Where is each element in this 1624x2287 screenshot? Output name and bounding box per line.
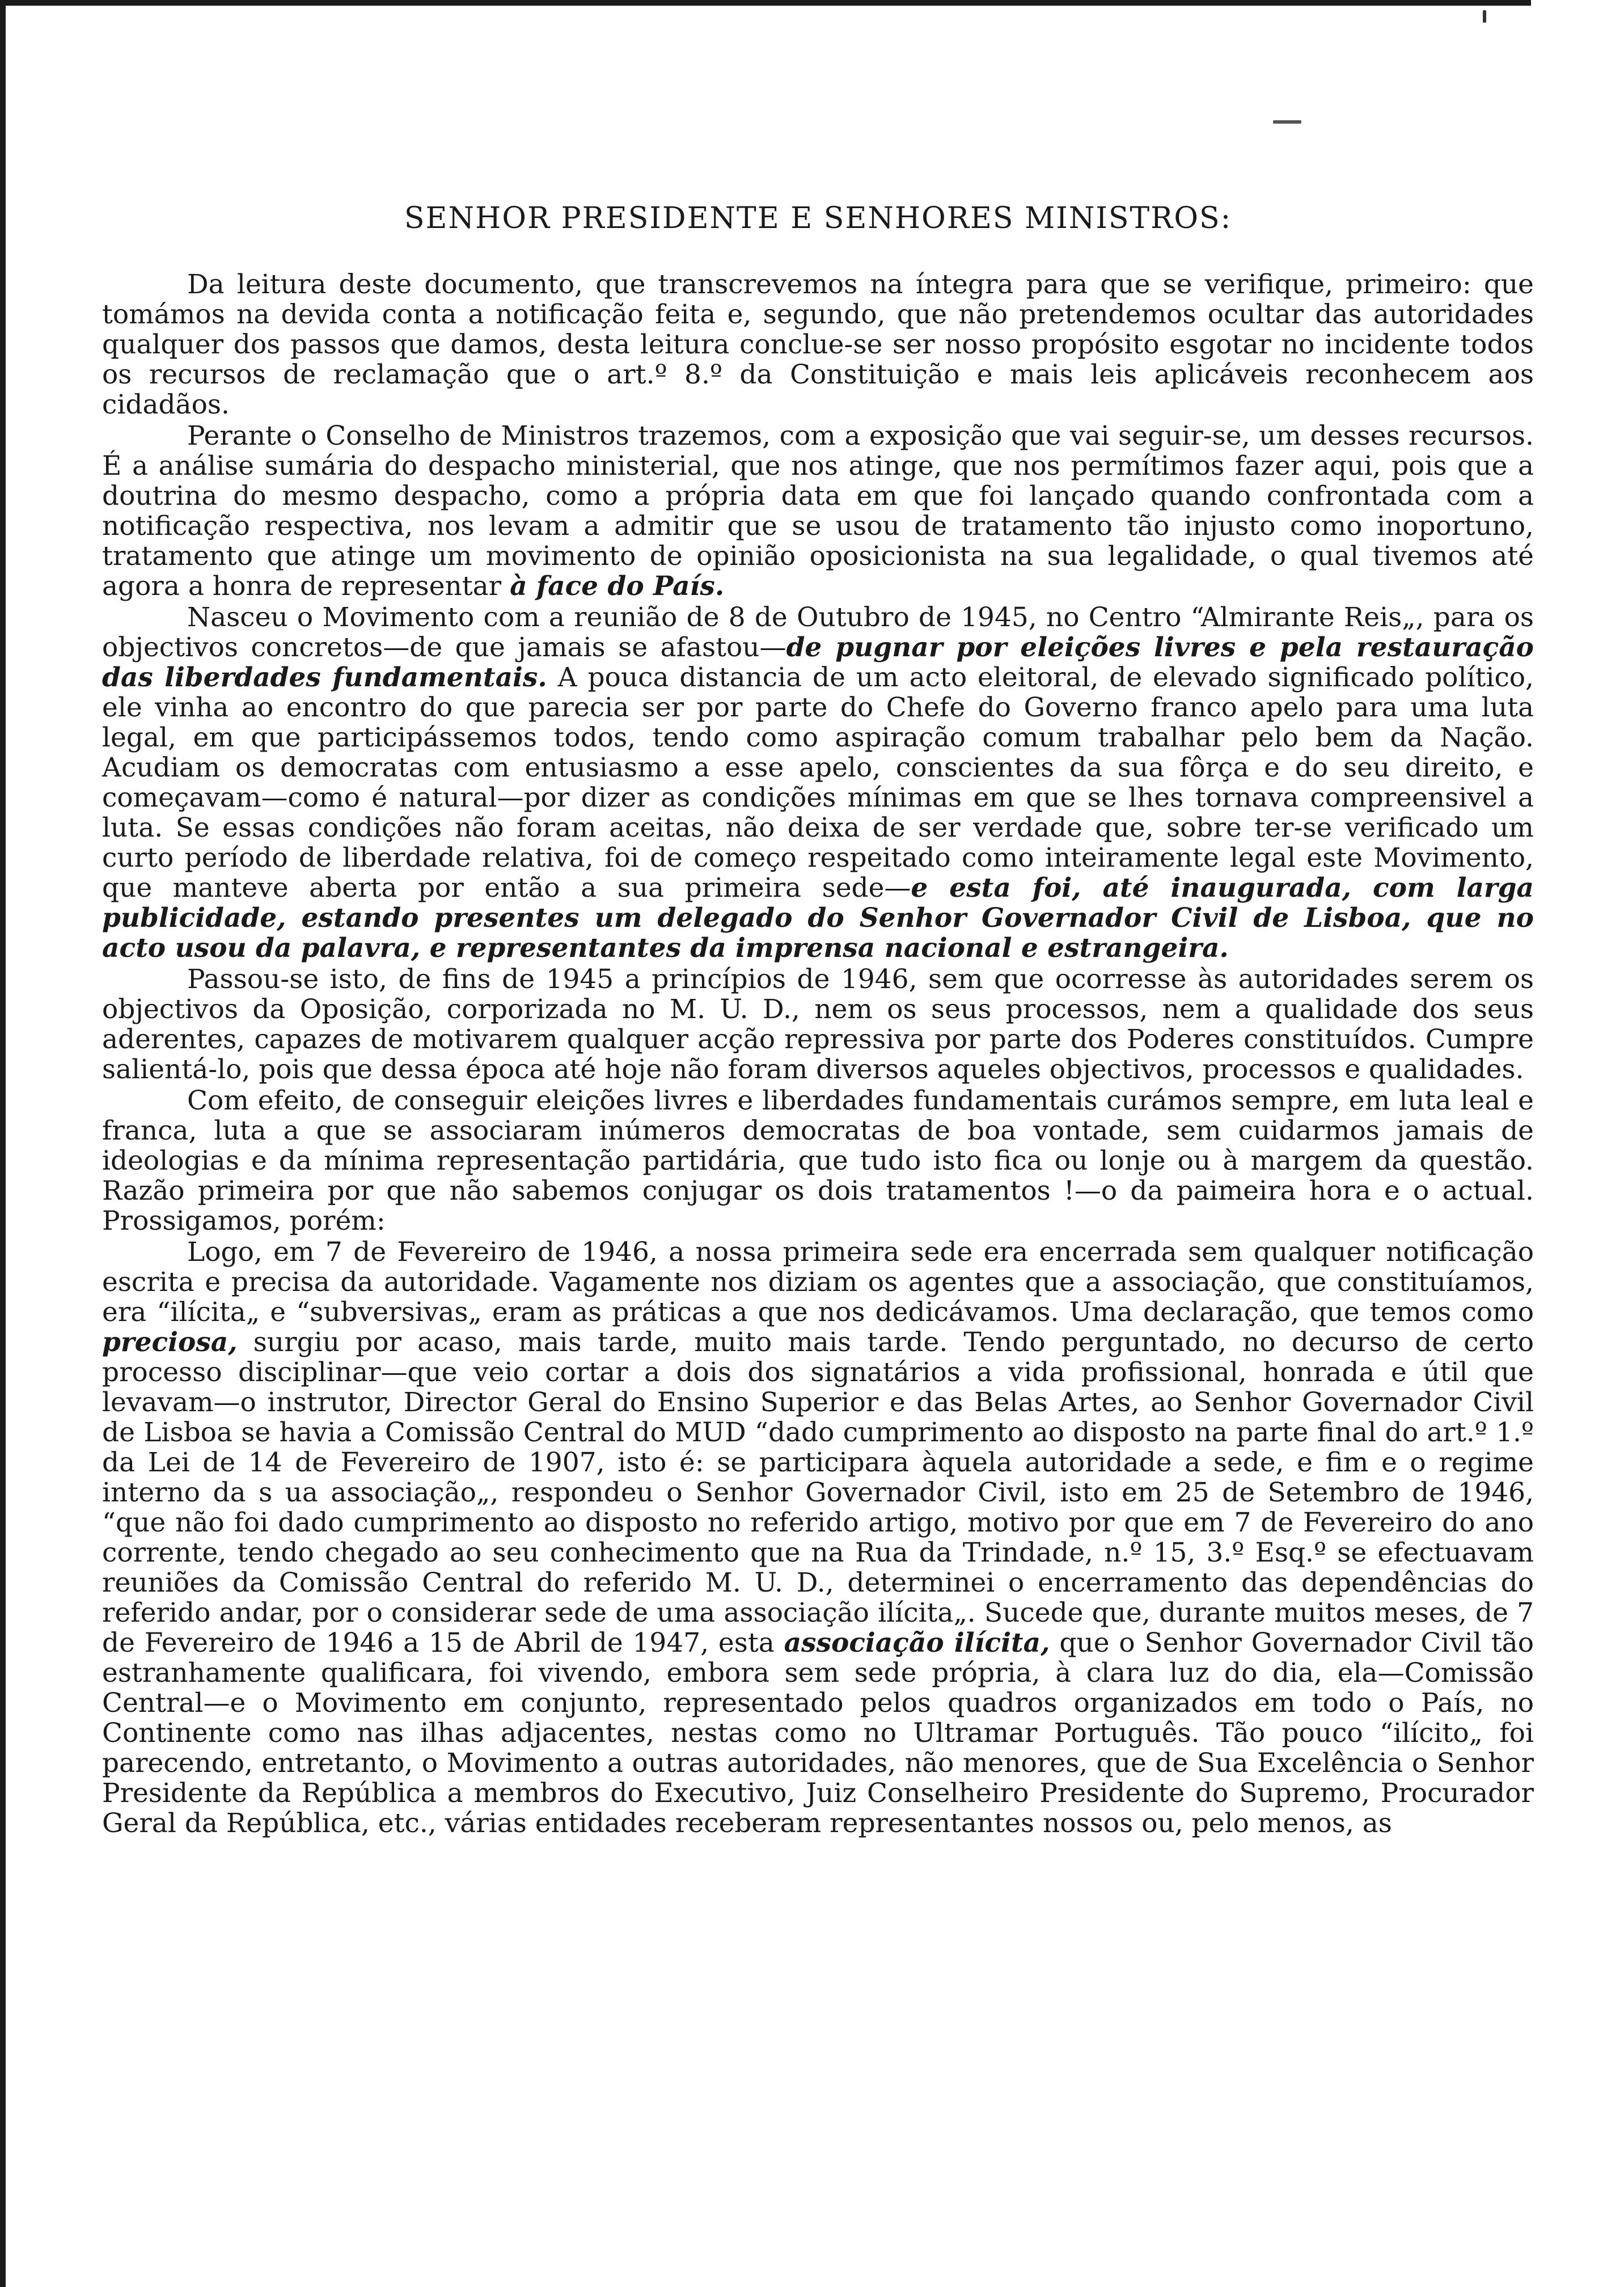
ink-speck <box>1273 120 1301 124</box>
emphasis-text: de pugnar por eleições livres e pela restauração das liberdades fundamentais. <box>102 632 1534 693</box>
paragraph-4 <box>102 964 1534 1085</box>
paragraph-text: Com efeito, de conseguir eleições livres e liberdades fundamentais curámos sempre, em luta leal e franca, luta a que se associaram inúmeros democratas de boa vontade, sem cuidarmos jamais de ideologias e da mínima representação partidária, que tudo isto fica ou lonje ou à margem da questão. Razão primeira por que não sabemos conjugar os dois tratamentos !—o da paimeira hora e o actual. Prossigamos, porém: <box>102 1085 1534 1237</box>
emphasis-text: e esta foi, até inaugurada, com larga publicidade, estando presentes um delegado do Senhor Governador Civil de Lisboa, que no acto usou da palavra, e representantes da imprensa nacional e estrangeira. <box>102 872 1534 964</box>
paragraph-text: Da leitura deste documento, que transcrevemos na íntegra para que se verifique, primeiro: que tomámos na devida conta a notificação feita e, segundo, que não pretendemos ocultar das autoridades qualquer dos passos que damos, desta leitura conclue-se ser nosso propósito esgotar no incidente todos os recursos de reclamação que o art.º 8.º da Constituição e mais leis aplicáveis reconhecem aos cidadãos. <box>102 269 1534 420</box>
paragraph-text: Passou-se isto, de fins de 1945 a princípios de 1946, sem que ocorresse às autoridades serem os objectivos da Oposição, corporizada no M. U. D., nem os seus processos, nem a qualidade dos seus aderentes, capazes de motivarem qualquer acção repressiva por parte dos Poderes constituídos. Cumpre salientá-lo, pois que dessa época até hoje não foram diversos aqueles objectivos, processos e qualidades. <box>102 964 1534 1085</box>
paragraph-6 <box>102 1237 1534 1838</box>
emphasis-text: à face do País. <box>510 571 725 602</box>
paragraph-text: A pouca distancia de um acto eleitoral, de elevado significado político, ele vinha ao encontro do que parecia ser por parte do Chefe do Governo franco apelo para uma luta legal, em que participássemos todos, tendo como aspiração comum trabalhar pelo bem da Nação. Acudiam os democratas com entusiasmo a esse apelo, conscientes da sua fôrça e do seu direito, e começavam—como é natural—por dizer as condições mínimas em que se lhes tornava compreensivel a luta. Se essas condições não foram aceitas, não deixa de ser verdade que, sobre ter-se verificado um curto período de liberdade relativa, foi de começo respeitado como inteiramente legal este Movimento, que manteve aberta por então a sua primeira sede— <box>102 662 1534 904</box>
paragraph-text: que o Senhor Governador Civil tão estranhamente qualificara, foi vivendo, embora sem sede própria, à clara luz do dia, ela—Comissão Central—e o Movimento em conjunto, representado pelos quadros organizados em todo o País, no Continente como nas ilhas adjacentes, nestas como no Ultramar Português. Tão pouco “ilícito„ foi parecendo, entretanto, o Movimento a outras autoridades, não menores, que de Sua Excelência o Senhor Presidente da República a membros do Executivo, Juiz Conselheiro Presidente do Supremo, Procurador Geral da República, etc., várias entidades receberam representantes nossos ou, pelo menos, as <box>102 1627 1534 1839</box>
page-edge-left <box>0 0 6 2287</box>
ink-speck <box>1483 10 1486 23</box>
paragraph-1 <box>102 269 1534 420</box>
paragraph-3 <box>102 602 1534 963</box>
paragraph-5 <box>102 1086 1534 1236</box>
paragraph-text: Logo, em 7 de Fevereiro de 1946, a nossa primeira sede era encerrada sem qualquer notificação escrita e precisa da autoridade. Vagamente nos diziam os agentes que a associação, que constituíamos, era “ilícita„ e “subversivas„ eram as práticas a que nos dedicávamos. Uma declaração, que temos como <box>102 1237 1534 1328</box>
emphasis-text: preciosa, <box>102 1327 238 1358</box>
paragraph-2 <box>102 421 1534 601</box>
paragraph-text: Nasceu o Movimento com a reunião de 8 de Outubro de 1945, no Centro “Almirante Reis„, para os objectivos concretos—de que jamais se afastou— <box>102 602 1534 663</box>
paragraph-text: Perante o Conselho de Ministros trazemos, com a exposição que vai seguir-se, um desses recursos. É a análise sumária do despacho ministerial, que nos atinge, que nos permítimos fazer aqui, pois que a doutrina do mesmo despacho, como a própria data em que foi lançado quando confrontada com a notificação respectiva, nos levam a admitir que se usou de tratamento tão injusto como inoportuno, tratamento que atinge um movimento de opinião oposicionista na sua legalidade, o qual tivemos até agora a honra de representar <box>102 420 1534 602</box>
paragraph-text: surgiu por acaso, mais tarde, muito mais tarde. Tendo perguntado, no decurso de certo processo disciplinar—que veio cortar a dois dos signatários a vida profissional, honrada e útil que levavam—o instrutor, Director Geral do Ensino Superior e das Belas Artes, ao Senhor Governador Civil de Lisboa se havia a Comissão Central do MUD “dado cumprimento ao disposto na parte final do art.º 1.º da Lei de 14 de Fevereiro de 1907, isto é: se participara àquela autoridade a sede, e fim e o regime interno da s ua associação„, respondeu o Senhor Governador Civil, isto em 25 de Setembro de 1946, “que não foi dado cumprimento ao disposto no referido artigo, motivo por que em 7 de Fevereiro do ano corrente, tendo chegado ao seu conhecimento que na Rua da Trindade, n.º 15, 3.º Esq.º se efectuavam reuniões da Comissão Central do referido M. U. D., determinei o encerramento das dependências do referido andar, por o considerar sede de uma associação ilícita„. Sucede que, durante muitos meses, de 7 de Fevereiro de 1946 a 15 de Abril de 1947, esta <box>102 1327 1534 1659</box>
document-heading: SENHOR PRESIDENTE E SENHORES MINISTROS: <box>404 201 1232 235</box>
emphasis-text: associação ilícita, <box>784 1627 1050 1659</box>
page-edge-top <box>0 0 1531 6</box>
document-page <box>102 201 1534 1839</box>
